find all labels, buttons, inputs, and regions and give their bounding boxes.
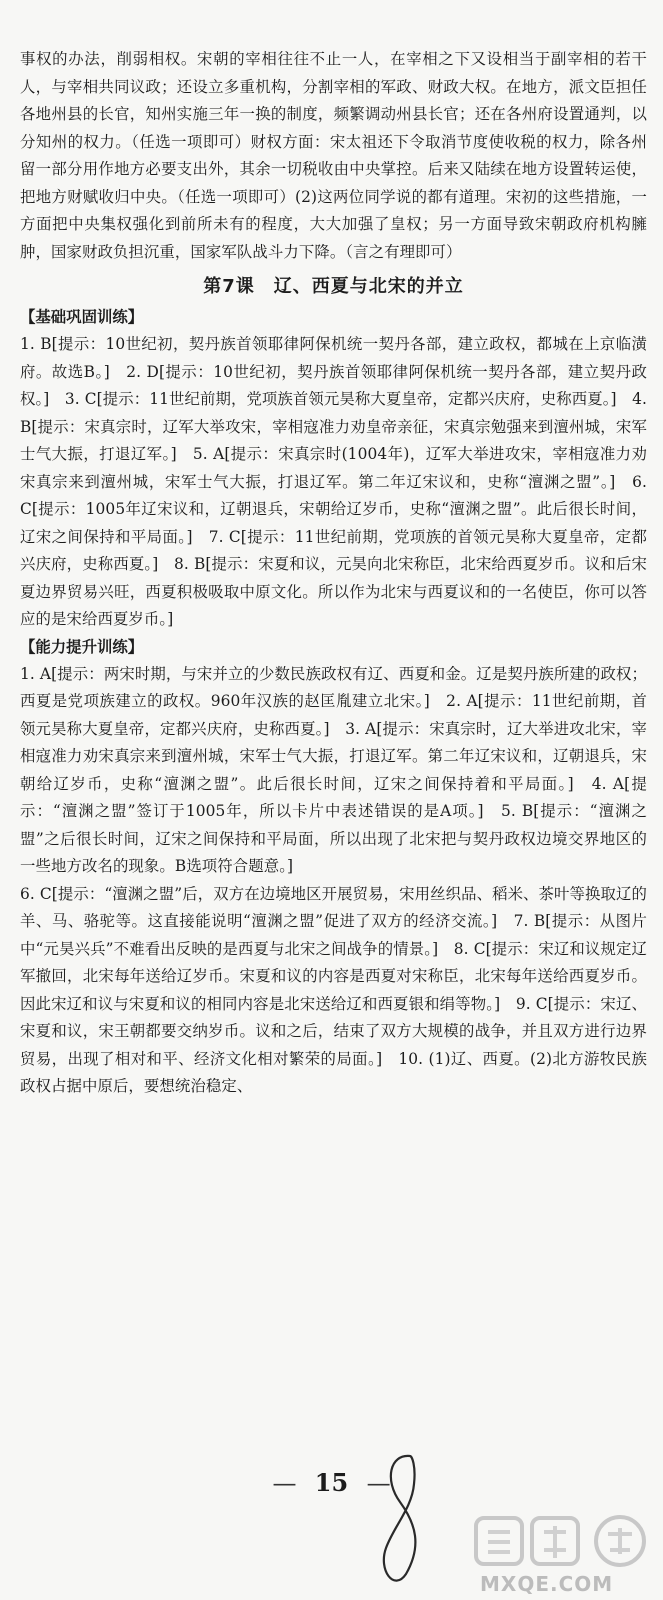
watermark-logo xyxy=(470,1510,660,1598)
section-heading-basic: 【基础巩固训练】 xyxy=(20,308,144,326)
section-heading-advanced: 【能力提升训练】 xyxy=(20,637,144,656)
watermark-icon xyxy=(470,1510,660,1572)
section-basic-answers: 1. B[提示：10世纪初，契丹族首领耶律阿保机统一契丹各部，建立政权，都城在上京临潢府。故选B。] 2. D[提示：10世纪初，契丹族首领耶律阿保机统一契丹各部，建立契丹政权。] 3. C[提示：11世纪前期，党项族首领元昊称大夏皇帝，定都兴庆府，史称西夏。] 4. B[提示：宋真宗时，辽军大举攻宋，宰相寇准力劝皇帝亲征，宋真宗勉强来到澶州城，宋军士气大振，打退辽军。] 5. A[提示：宋真宗时(1004年)，辽军大举进攻宋，宰相寇准力劝宋真宗来到澶州城，宋军士气大振，打退辽军。第二年辽宋议和，史称“澶渊之盟”。] 6. C[提示：1005年辽宋议和，辽朝退兵，宋朝给辽岁币，史称“澶渊之盟”。此后很长时间，辽宋之间保持和平局面。] 7. C[提示：11世纪前期，党项族的首领元昊称大夏皇帝，定都兴庆府，史称西夏。] 8. B[提示：宋夏和议，元昊向北宋称臣，北宋给西夏岁币。议和后宋夏边界贸易兴旺，西夏积极吸取中原文化。所以作为北宋与西夏议和的一名使臣，你可以答应的是宋给西夏岁币。] xyxy=(20,335,647,628)
page-number-dash-right: — xyxy=(366,1469,391,1497)
page-number-row xyxy=(0,1468,663,1497)
page-number-dash-left: — xyxy=(272,1469,297,1497)
handwritten-eight-mark xyxy=(372,1450,432,1590)
section-advanced-answers-part2: 6. C[提示：“澶渊之盟”后，双方在边境地区开展贸易，宋用丝织品、稻米、茶叶等换取辽的羊、马、骆驼等。这直接能说明“澶渊之盟”促进了双方的经济交流。] 7. B[提示：从图片中“元昊兴兵”不难看出反映的是西夏与北宋之间战争的情景。] 8. C[提示：宋辽和议规定辽军撤回，北宋每年送给辽岁币。宋夏和议的内容是西夏对宋称臣，北宋每年送给西夏岁币。因此宋辽和议与宋夏和议的相同内容是北宋送给辽和西夏银和绢等物。] 9. C[提示：宋辽、宋夏和议，宋王朝都要交纳岁币。议和之后，结束了双方大规模的战争，并且双方进行边界贸易，出现了相对和平、经济文化相对繁荣的局面。] 10. (1)辽、西夏。(2)北方游牧民族政权占据中原后，要想统治稳定、 xyxy=(20,884,647,1095)
section-advanced-answers-part1: 1. A[提示：两宋时期，与宋并立的少数民族政权有辽、西夏和金。辽是契丹族所建的政权；西夏是党项族建立的政权。960年汉族的赵匡胤建立北宋。] 2. A[提示：11世纪前期，首领元昊称大夏皇帝，定都兴庆府，史称西夏。] 3. A[提示：宋真宗时，辽大举进攻北宋，宰相寇准力劝宋真宗来到澶州城，宋军士气大振，打退辽军。第二年辽宋议和，辽朝退兵，宋朝给辽岁币，史称“澶渊之盟”。此后很长时间，辽宋之间保持着和平局面。] 4. A[提示：“澶渊之盟”签订于1005年，所以卡片中表述错误的是A项。] 5. B[提示：“澶渊之盟”之后很长时间，辽宋之间保持和平局面，所以出现了北宋把与契丹政权边境交界地区的一些地方改名的现象。B选项符合题意。] xyxy=(20,664,647,875)
lesson-title: 第7课 辽、西夏与北宋的并立 xyxy=(203,276,464,297)
page-number: 15 xyxy=(314,1468,349,1497)
watermark-text: MXQE.COM xyxy=(480,1572,614,1596)
intro-answer-paragraph: 事权的办法，削弱相权。宋朝的宰相往往不止一人，在宰相之下又设相当于副宰相的若干人，与宰相共同议政；还设立多重机构，分割宰相的军政、财政大权。在地方，派文臣担任各地州县的长官，知州实施三年一换的制度，频繁调动州县长官；还在各州府设置通判，以分知州的权力。（任选一项即可）财权方面：宋太祖还下令取消节度使收税的权力，除各州留一部分用作地方必要支出外，其余一切税收由中央掌控。后来又陆续在地方设置转运使，把地方财赋收归中央。（任选一项即可）(2)这两位同学说的都有道理。宋初的这些措施，一方面把中央集权强化到前所未有的程度，大大加强了皇权；另一方面导致宋朝政府机构臃肿，国家财政负担沉重，国家军队战斗力下降。（言之有理即可） xyxy=(20,50,647,261)
